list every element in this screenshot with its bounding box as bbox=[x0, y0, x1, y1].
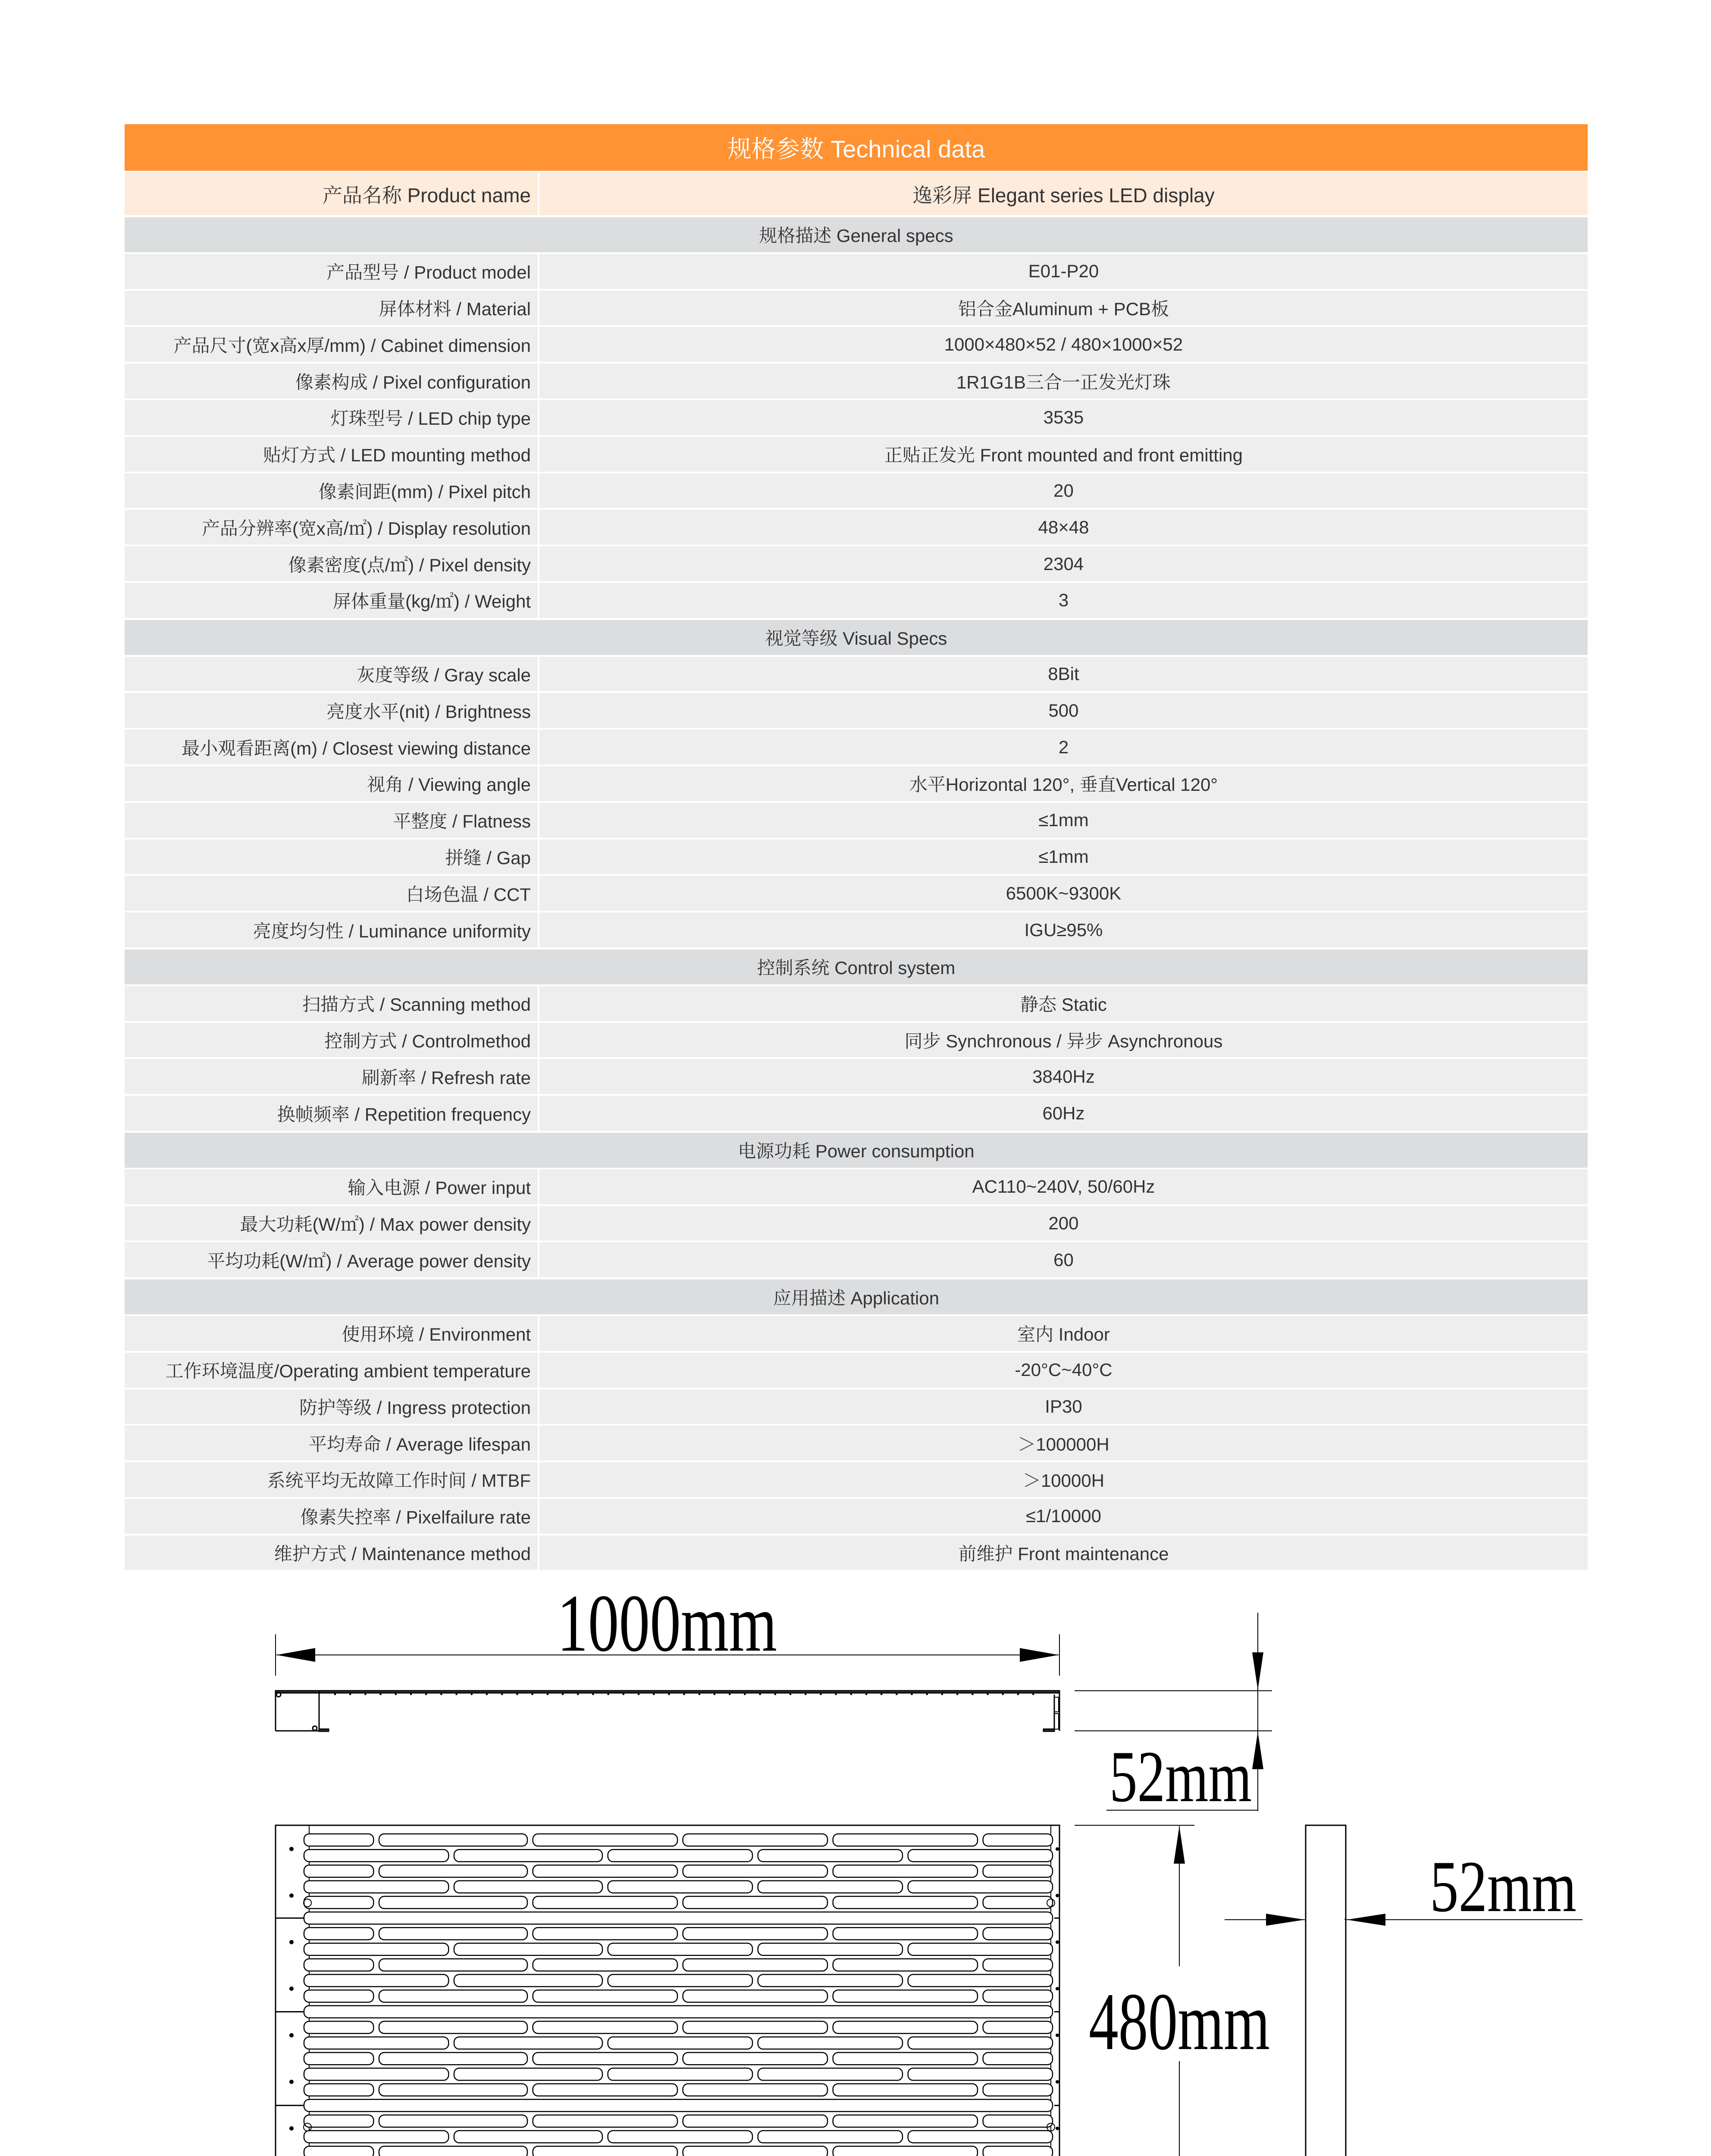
led-tick bbox=[714, 1693, 715, 1695]
led-tick bbox=[501, 1693, 503, 1695]
led-strip-segment bbox=[379, 2146, 527, 2156]
spec-value: 2 bbox=[539, 730, 1588, 765]
led-strip-segment bbox=[304, 1959, 373, 1971]
led-strip-segment bbox=[983, 1927, 1053, 1940]
spec-label: 贴灯方式 / LED mounting method bbox=[125, 437, 538, 472]
spec-label: 像素密度(点/㎡) / Pixel density bbox=[125, 546, 538, 581]
led-strip-segment bbox=[758, 2068, 903, 2080]
led-strip-segment bbox=[608, 1943, 752, 1955]
section-header: 控制系统 Control system bbox=[125, 950, 1588, 984]
front-view bbox=[276, 1825, 1059, 2156]
depth-dimension-label-top: 52mm bbox=[1109, 1736, 1252, 1817]
led-strip-segment bbox=[533, 2084, 677, 2096]
spec-value: IGU≥95% bbox=[539, 912, 1588, 947]
led-tick bbox=[349, 1693, 351, 1695]
led-tick bbox=[790, 1693, 791, 1695]
spec-label: 系统平均无故障工作时间 / MTBF bbox=[125, 1462, 538, 1497]
spec-value: E01-P20 bbox=[539, 254, 1588, 289]
led-tick bbox=[486, 1693, 488, 1695]
led-tick bbox=[395, 1693, 397, 1695]
led-tick bbox=[532, 1693, 533, 1695]
led-tick bbox=[744, 1693, 746, 1695]
spec-value: ≤1mm bbox=[539, 840, 1588, 874]
spec-label: 工作环境温度/Operating ambient temperature bbox=[125, 1353, 538, 1388]
led-tick bbox=[577, 1693, 579, 1695]
product-name-value: 逸彩屏 Elegant series LED display bbox=[539, 172, 1588, 215]
spec-label: 最小观看距离(m) / Closest viewing distance bbox=[125, 730, 538, 765]
led-strip-segment bbox=[304, 1927, 373, 1940]
led-strip-segment bbox=[983, 1990, 1053, 2002]
led-tick bbox=[805, 1693, 806, 1695]
led-tick bbox=[941, 1693, 943, 1695]
led-strip-segment bbox=[833, 1927, 978, 1940]
led-strip-segment bbox=[833, 1865, 978, 1877]
led-strip-segment bbox=[608, 2131, 752, 2143]
led-strip-segment bbox=[908, 1974, 1053, 1987]
top-view bbox=[276, 1578, 1059, 1731]
led-strip-segment bbox=[304, 1849, 448, 1861]
screw-dot bbox=[1056, 1940, 1059, 1944]
spec-value: 水平Horizontal 120°, 垂直Vertical 120° bbox=[539, 766, 1588, 801]
spec-value: ≤1/10000 bbox=[539, 1499, 1588, 1534]
led-strip-segment bbox=[454, 2068, 602, 2080]
product-name-label: 产品名称 Product name bbox=[125, 172, 538, 215]
height-dimension-label: 480mm bbox=[1089, 1977, 1270, 2067]
spec-label: 灯珠型号 / LED chip type bbox=[125, 400, 538, 435]
screw-dot bbox=[289, 1893, 294, 1898]
led-strip-segment bbox=[379, 1959, 527, 1971]
led-strip-segment bbox=[304, 2053, 373, 2065]
screw-dot bbox=[289, 1987, 294, 1991]
led-strip-segment bbox=[833, 1896, 978, 1908]
led-strip-segment bbox=[533, 1896, 677, 1908]
led-strip-segment bbox=[304, 2037, 448, 2049]
spec-value: 室内 Indoor bbox=[539, 1316, 1588, 1351]
led-strip-segment bbox=[683, 1865, 827, 1877]
led-strip-segment bbox=[454, 1943, 602, 1955]
spec-value: -20°C~40°C bbox=[539, 1353, 1588, 1388]
led-strip-segment bbox=[454, 1881, 602, 1893]
led-strip-segment bbox=[304, 2084, 373, 2096]
spec-label: 亮度水平(nit) / Brightness bbox=[125, 693, 538, 728]
led-tick bbox=[623, 1693, 624, 1695]
led-strip-segment bbox=[608, 1881, 752, 1893]
led-strip-segment bbox=[533, 1927, 677, 1940]
led-tick bbox=[456, 1693, 458, 1695]
led-strip-segment bbox=[983, 1896, 1053, 1908]
led-tick bbox=[440, 1693, 442, 1695]
height-dimension bbox=[1075, 1825, 1270, 2156]
cabinet-top-outline bbox=[276, 1691, 1059, 1731]
depth-dimension-label-side: 52mm bbox=[1430, 1846, 1576, 1927]
width-dimension-label: 1000mm bbox=[557, 1578, 777, 1669]
led-strip-segment bbox=[379, 2053, 527, 2065]
spec-label: 扫描方式 / Scanning method bbox=[125, 986, 538, 1021]
led-tick bbox=[334, 1693, 336, 1695]
led-strip-segment bbox=[304, 1881, 448, 1893]
led-strip-segment bbox=[454, 1974, 602, 1987]
led-strip-segment bbox=[608, 1849, 752, 1861]
led-strip-segment bbox=[533, 2115, 677, 2127]
screw-dot bbox=[289, 2080, 294, 2084]
led-strip-segment bbox=[608, 2037, 752, 2049]
led-strip-segment bbox=[608, 2068, 752, 2080]
spec-value: 3535 bbox=[539, 400, 1588, 435]
screw-dot bbox=[289, 2033, 294, 2037]
led-tick bbox=[608, 1693, 609, 1695]
spec-label: 视角 / Viewing angle bbox=[125, 766, 538, 801]
led-strip-segment bbox=[758, 1849, 903, 1861]
spec-label: 平均寿命 / Average lifespan bbox=[125, 1426, 538, 1460]
led-tick bbox=[759, 1693, 761, 1695]
led-strip-segment bbox=[833, 2021, 978, 2034]
led-strip-segment bbox=[533, 1865, 677, 1877]
led-strip-segment bbox=[833, 1834, 978, 1846]
spec-value: IP30 bbox=[539, 1389, 1588, 1424]
led-strip-segment bbox=[683, 1896, 827, 1908]
led-strip-segment bbox=[304, 2131, 448, 2143]
led-strip-full bbox=[304, 2100, 1053, 2112]
spec-label: 换帧频率 / Repetition frequency bbox=[125, 1096, 538, 1131]
spec-value: 60 bbox=[539, 1242, 1588, 1277]
spec-label: 白场色温 / CCT bbox=[125, 876, 538, 911]
led-tick bbox=[987, 1693, 989, 1695]
spec-label: 像素构成 / Pixel configuration bbox=[125, 364, 538, 398]
spec-label: 平均功耗(W/㎡) / Average power density bbox=[125, 1242, 538, 1277]
led-strip-full bbox=[304, 2006, 1053, 2018]
spec-value: ≤1mm bbox=[539, 803, 1588, 838]
led-strip-segment bbox=[533, 2021, 677, 2034]
spec-label: 刷新率 / Refresh rate bbox=[125, 1059, 538, 1094]
spec-value: 60Hz bbox=[539, 1096, 1588, 1131]
led-tick bbox=[638, 1693, 639, 1695]
led-tick bbox=[774, 1693, 776, 1695]
screw-dot bbox=[1056, 2034, 1059, 2037]
led-strip-segment bbox=[908, 2068, 1053, 2080]
led-tick bbox=[653, 1693, 655, 1695]
spec-value: 48×48 bbox=[539, 510, 1588, 545]
led-strip-segment bbox=[833, 2115, 978, 2127]
led-strip-segment bbox=[379, 1896, 527, 1908]
led-strip-segment bbox=[608, 1974, 752, 1987]
led-tick bbox=[865, 1693, 867, 1695]
led-tick bbox=[820, 1693, 821, 1695]
spec-label: 拼缝 / Gap bbox=[125, 840, 538, 874]
led-strip-segment bbox=[379, 1990, 527, 2002]
spec-value: 同步 Synchronous / 异步 Asynchronous bbox=[539, 1023, 1588, 1058]
led-strip-segment bbox=[533, 1959, 677, 1971]
led-tick bbox=[835, 1693, 837, 1695]
spec-label: 产品分辨率(宽x高/㎡) / Display resolution bbox=[125, 510, 538, 545]
depth-dimension-top bbox=[1075, 1613, 1272, 1817]
spec-value: 8Bit bbox=[539, 657, 1588, 692]
led-strip-segment bbox=[908, 1943, 1053, 1955]
led-strip-segment bbox=[533, 1990, 677, 2002]
led-tick bbox=[699, 1693, 700, 1695]
screw-dot bbox=[1056, 1894, 1059, 1897]
led-strip-segment bbox=[304, 2115, 373, 2127]
led-strip-segment bbox=[683, 2053, 827, 2065]
led-tick bbox=[562, 1693, 564, 1695]
led-tick bbox=[364, 1693, 366, 1695]
led-strip-segment bbox=[454, 2131, 602, 2143]
spec-label: 产品型号 / Product model bbox=[125, 254, 538, 289]
screw-dot bbox=[289, 1940, 294, 1944]
led-tick bbox=[410, 1693, 412, 1695]
spec-value: 20 bbox=[539, 473, 1588, 508]
led-strip-segment bbox=[983, 1865, 1053, 1877]
led-tick bbox=[911, 1693, 913, 1695]
spec-label: 平整度 / Flatness bbox=[125, 803, 538, 838]
screw-dot bbox=[289, 2126, 294, 2131]
spec-label: 使用环境 / Environment bbox=[125, 1316, 538, 1351]
led-strip-segment bbox=[533, 2053, 677, 2065]
spec-value: 6500K~9300K bbox=[539, 876, 1588, 911]
spec-value: 200 bbox=[539, 1206, 1588, 1241]
screw-dot bbox=[1056, 2127, 1059, 2130]
screw-dot bbox=[289, 1847, 294, 1851]
spec-value: ＞10000H bbox=[539, 1462, 1588, 1497]
led-tick bbox=[926, 1693, 928, 1695]
led-strip-segment bbox=[683, 1927, 827, 1940]
spec-label: 屏体材料 / Material bbox=[125, 291, 538, 326]
led-strip-segment bbox=[379, 1865, 527, 1877]
spec-value: 静态 Static bbox=[539, 986, 1588, 1021]
spec-label: 最大功耗(W/㎡) / Max power density bbox=[125, 1206, 538, 1241]
section-header: 电源功耗 Power consumption bbox=[125, 1133, 1588, 1168]
spec-value: 500 bbox=[539, 693, 1588, 728]
led-tick bbox=[425, 1693, 427, 1695]
spec-value: AC110~240V, 50/60Hz bbox=[539, 1169, 1588, 1204]
spec-value: 1R1G1B三合一正发光灯珠 bbox=[539, 364, 1588, 398]
led-strip-segment bbox=[454, 1849, 602, 1861]
led-tick bbox=[1032, 1693, 1034, 1695]
led-tick bbox=[956, 1693, 958, 1695]
led-strip-segment bbox=[683, 1834, 827, 1846]
led-strip-segment bbox=[908, 2037, 1053, 2049]
led-strip-segment bbox=[758, 1943, 903, 1955]
spec-label: 防护等级 / Ingress protection bbox=[125, 1389, 538, 1424]
spec-value: 铝合金Aluminum + PCB板 bbox=[539, 291, 1588, 326]
led-strip-segment bbox=[683, 2084, 827, 2096]
spec-label: 控制方式 / Controlmethod bbox=[125, 1023, 538, 1058]
led-strip-segment bbox=[908, 2131, 1053, 2143]
led-tick bbox=[881, 1693, 882, 1695]
led-tick bbox=[668, 1693, 670, 1695]
table-title: 规格参数 Technical data bbox=[125, 124, 1588, 171]
led-strip-segment bbox=[758, 1974, 903, 1987]
led-strip-segment bbox=[533, 2146, 677, 2156]
led-tick bbox=[1017, 1693, 1019, 1695]
led-strip-segment bbox=[983, 2146, 1053, 2156]
led-strip-segment bbox=[983, 1834, 1053, 1846]
led-strip-full bbox=[304, 1912, 1053, 1924]
led-strip-segment bbox=[379, 1927, 527, 1940]
spec-value: 3840Hz bbox=[539, 1059, 1588, 1094]
led-strip-segment bbox=[683, 2146, 827, 2156]
led-strip-segment bbox=[683, 2115, 827, 2127]
spec-value: 1000×480×52 / 480×1000×52 bbox=[539, 327, 1588, 362]
led-tick bbox=[971, 1693, 973, 1695]
led-strip-segment bbox=[983, 1959, 1053, 1971]
led-tick bbox=[850, 1693, 852, 1695]
led-strip-segment bbox=[379, 1834, 527, 1846]
led-strip-segment bbox=[379, 2084, 527, 2096]
led-strip-segment bbox=[683, 1959, 827, 1971]
led-strip-segment bbox=[833, 1959, 978, 1971]
led-strip-segment bbox=[758, 2131, 903, 2143]
screw-dot bbox=[1056, 1847, 1059, 1851]
led-strip-segment bbox=[908, 1849, 1053, 1861]
led-strip-segment bbox=[304, 1990, 373, 2002]
led-tick bbox=[380, 1693, 382, 1695]
spec-label: 像素间距(mm) / Pixel pitch bbox=[125, 473, 538, 508]
led-strip-segment bbox=[304, 1896, 373, 1908]
section-header: 视觉等级 Visual Specs bbox=[125, 620, 1588, 655]
spec-label: 输入电源 / Power input bbox=[125, 1169, 538, 1204]
led-strip-segment bbox=[304, 1974, 448, 1987]
led-strip-segment bbox=[983, 2053, 1053, 2065]
led-strip-segment bbox=[379, 2021, 527, 2034]
led-strip-segment bbox=[304, 2068, 448, 2080]
spec-label: 产品尺寸(宽x高x厚/mm) / Cabinet dimension bbox=[125, 327, 538, 362]
led-tick bbox=[471, 1693, 473, 1695]
led-strip-segment bbox=[983, 2084, 1053, 2096]
led-strip-segment bbox=[983, 2021, 1053, 2034]
led-strip-segment bbox=[454, 2037, 602, 2049]
led-tick bbox=[683, 1693, 685, 1695]
led-strip-segment bbox=[304, 2021, 373, 2034]
led-strip-segment bbox=[833, 2084, 978, 2096]
led-strip-segment bbox=[908, 1881, 1053, 1893]
led-strip-segment bbox=[304, 1834, 373, 1846]
screw-dot bbox=[1056, 1987, 1059, 1990]
spec-value: 正贴正发光 Front mounted and front emitting bbox=[539, 437, 1588, 472]
led-strip-segment bbox=[683, 2021, 827, 2034]
spec-value: 前维护 Front maintenance bbox=[539, 1536, 1588, 1570]
led-tick bbox=[547, 1693, 548, 1695]
led-strip-segment bbox=[304, 1943, 448, 1955]
led-strip-segment bbox=[533, 1834, 677, 1846]
led-strip-segment bbox=[833, 1990, 978, 2002]
led-panel-front bbox=[276, 1825, 1059, 2156]
spec-label: 亮度均匀性 / Luminance uniformity bbox=[125, 912, 538, 947]
led-tick bbox=[1002, 1693, 1004, 1695]
led-strip-segment bbox=[304, 1865, 373, 1877]
spec-label: 屏体重量(kg/㎡) / Weight bbox=[125, 583, 538, 618]
led-strip-segment bbox=[833, 2053, 978, 2065]
spec-label: 灰度等级 / Gray scale bbox=[125, 657, 538, 692]
led-strip-segment bbox=[683, 1990, 827, 2002]
screw-dot bbox=[1056, 2080, 1059, 2084]
led-strip-segment bbox=[758, 2037, 903, 2049]
led-tick bbox=[729, 1693, 730, 1695]
spec-label: 维护方式 / Maintenance method bbox=[125, 1536, 538, 1570]
spec-value: 3 bbox=[539, 583, 1588, 618]
led-strip-segment bbox=[379, 2115, 527, 2127]
section-header: 应用描述 Application bbox=[125, 1279, 1588, 1314]
led-strip-segment bbox=[983, 2115, 1053, 2127]
led-strip-segment bbox=[833, 2146, 978, 2156]
side-view bbox=[1225, 1825, 1583, 2156]
spec-value: ＞100000H bbox=[539, 1426, 1588, 1460]
led-tick bbox=[592, 1693, 594, 1695]
led-strip-segment bbox=[304, 2146, 373, 2156]
section-header: 规格描述 General specs bbox=[125, 217, 1588, 252]
spec-value: 2304 bbox=[539, 546, 1588, 581]
led-tick bbox=[896, 1693, 897, 1695]
led-strip-segment bbox=[758, 1881, 903, 1893]
spec-label: 像素失控率 / Pixelfailure rate bbox=[125, 1499, 538, 1534]
led-tick bbox=[516, 1693, 518, 1695]
